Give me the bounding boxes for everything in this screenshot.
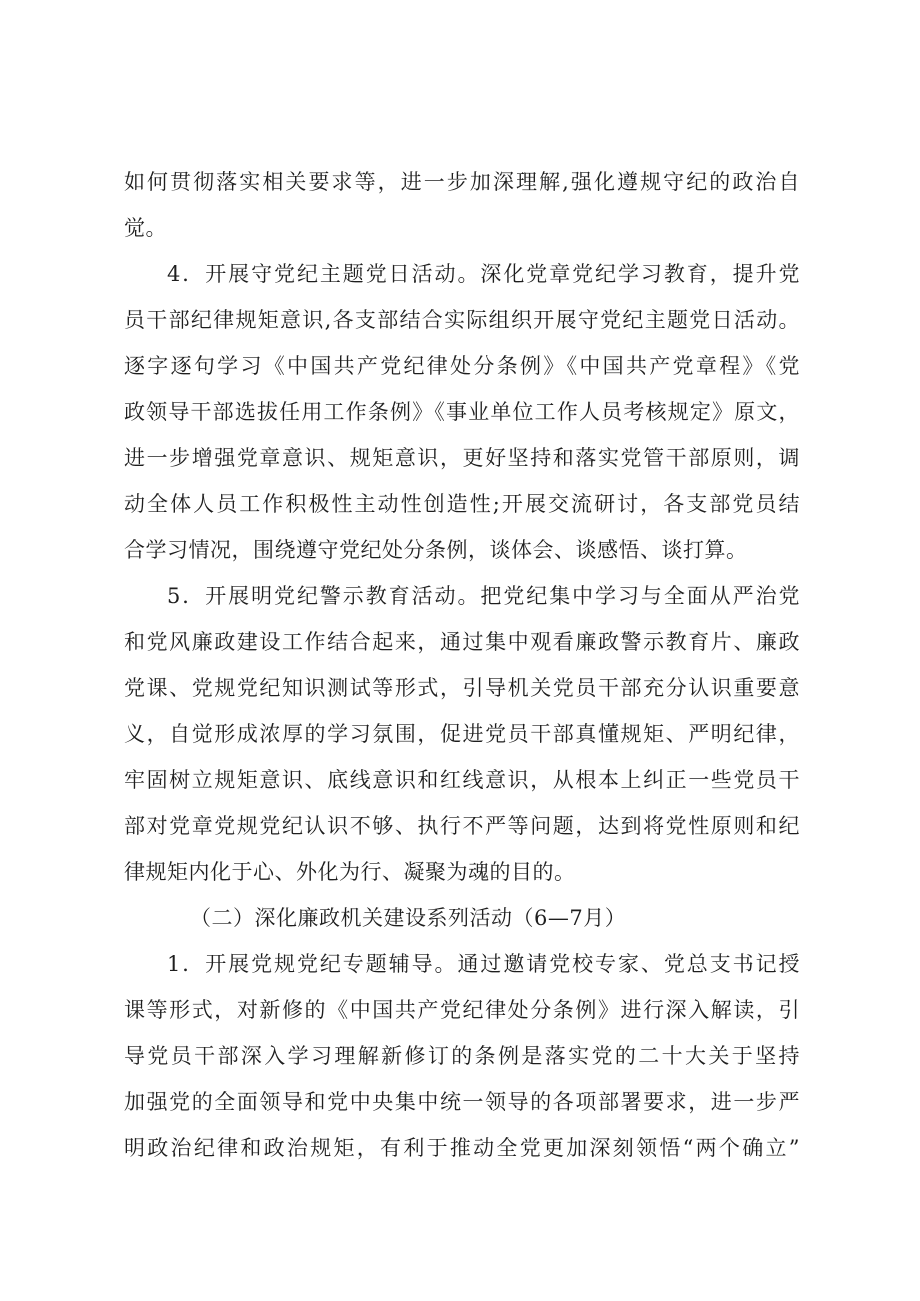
text-line: 合学习情况，围绕遵守党纪处分条例，谈体会、谈感悟、谈打算。	[124, 538, 748, 562]
text-line: 和党风廉政建设工作结合起来，通过集中观看廉政警示教育片、廉政	[124, 630, 800, 654]
text-line: 如何贯彻落实相关要求等，进一步加深理解,强化遵规守纪的政治自	[124, 170, 800, 194]
text-line: 导党员干部深入学习理解新修订的条例是落实党的二十大关于坚持	[124, 1044, 800, 1068]
text-line: 课等形式，对新修的《中国共产党纪律处分条例》进行深入解读，引	[124, 998, 800, 1022]
text-line: 律规矩内化于心、外化为行、凝聚为魂的目的。	[124, 860, 576, 884]
text-line: 部对党章党规党纪认识不够、执行不严等问题，达到将党性原则和纪	[124, 814, 800, 838]
text-line: 党课、党规党纪知识测试等形式，引导机关党员干部充分认识重要意	[124, 676, 800, 700]
section-heading: （二）深化廉政机关建设系列活动（6—7月）	[190, 906, 627, 930]
text-line: 觉。	[124, 216, 167, 240]
text-line: 加强党的全面领导和党中央集中统一领导的各项部署要求，进一步严	[124, 1090, 800, 1114]
text-line: 逐字逐句学习《中国共产党纪律处分条例》《中国共产党章程》《党	[124, 354, 800, 378]
text-line: 动全体人员工作积极性主动性创造性;开展交流研讨，各支部党员结	[124, 492, 800, 516]
paragraph-start-line: 1．开展党规党纪专题辅导。通过邀请党校专家、党总支书记授	[167, 952, 800, 976]
text-line: 进一步增强党章意识、规矩意识，更好坚持和落实党管干部原则，调	[124, 446, 800, 470]
text-line: 义，自觉形成浓厚的学习氛围，促进党员干部真懂规矩、严明纪律，	[124, 722, 800, 746]
paragraph-start-line: 4．开展守党纪主题党日活动。深化党章党纪学习教育，提升党	[167, 262, 800, 286]
text-line: 明政治纪律和政治规矩，有利于推动全党更加深刻领悟“两个确立”	[124, 1136, 800, 1160]
text-line: 员干部纪律规矩意识,各支部结合实际组织开展守党纪主题党日活动。	[124, 308, 800, 332]
paragraph-start-line: 5．开展明党纪警示教育活动。把党纪集中学习与全面从严治党	[167, 584, 800, 608]
text-line: 政领导干部选拔任用工作条例》《事业单位工作人员考核规定》原文，	[124, 400, 800, 424]
text-line: 牢固树立规矩意识、底线意识和红线意识，从根本上纠正一些党员干	[124, 768, 800, 792]
